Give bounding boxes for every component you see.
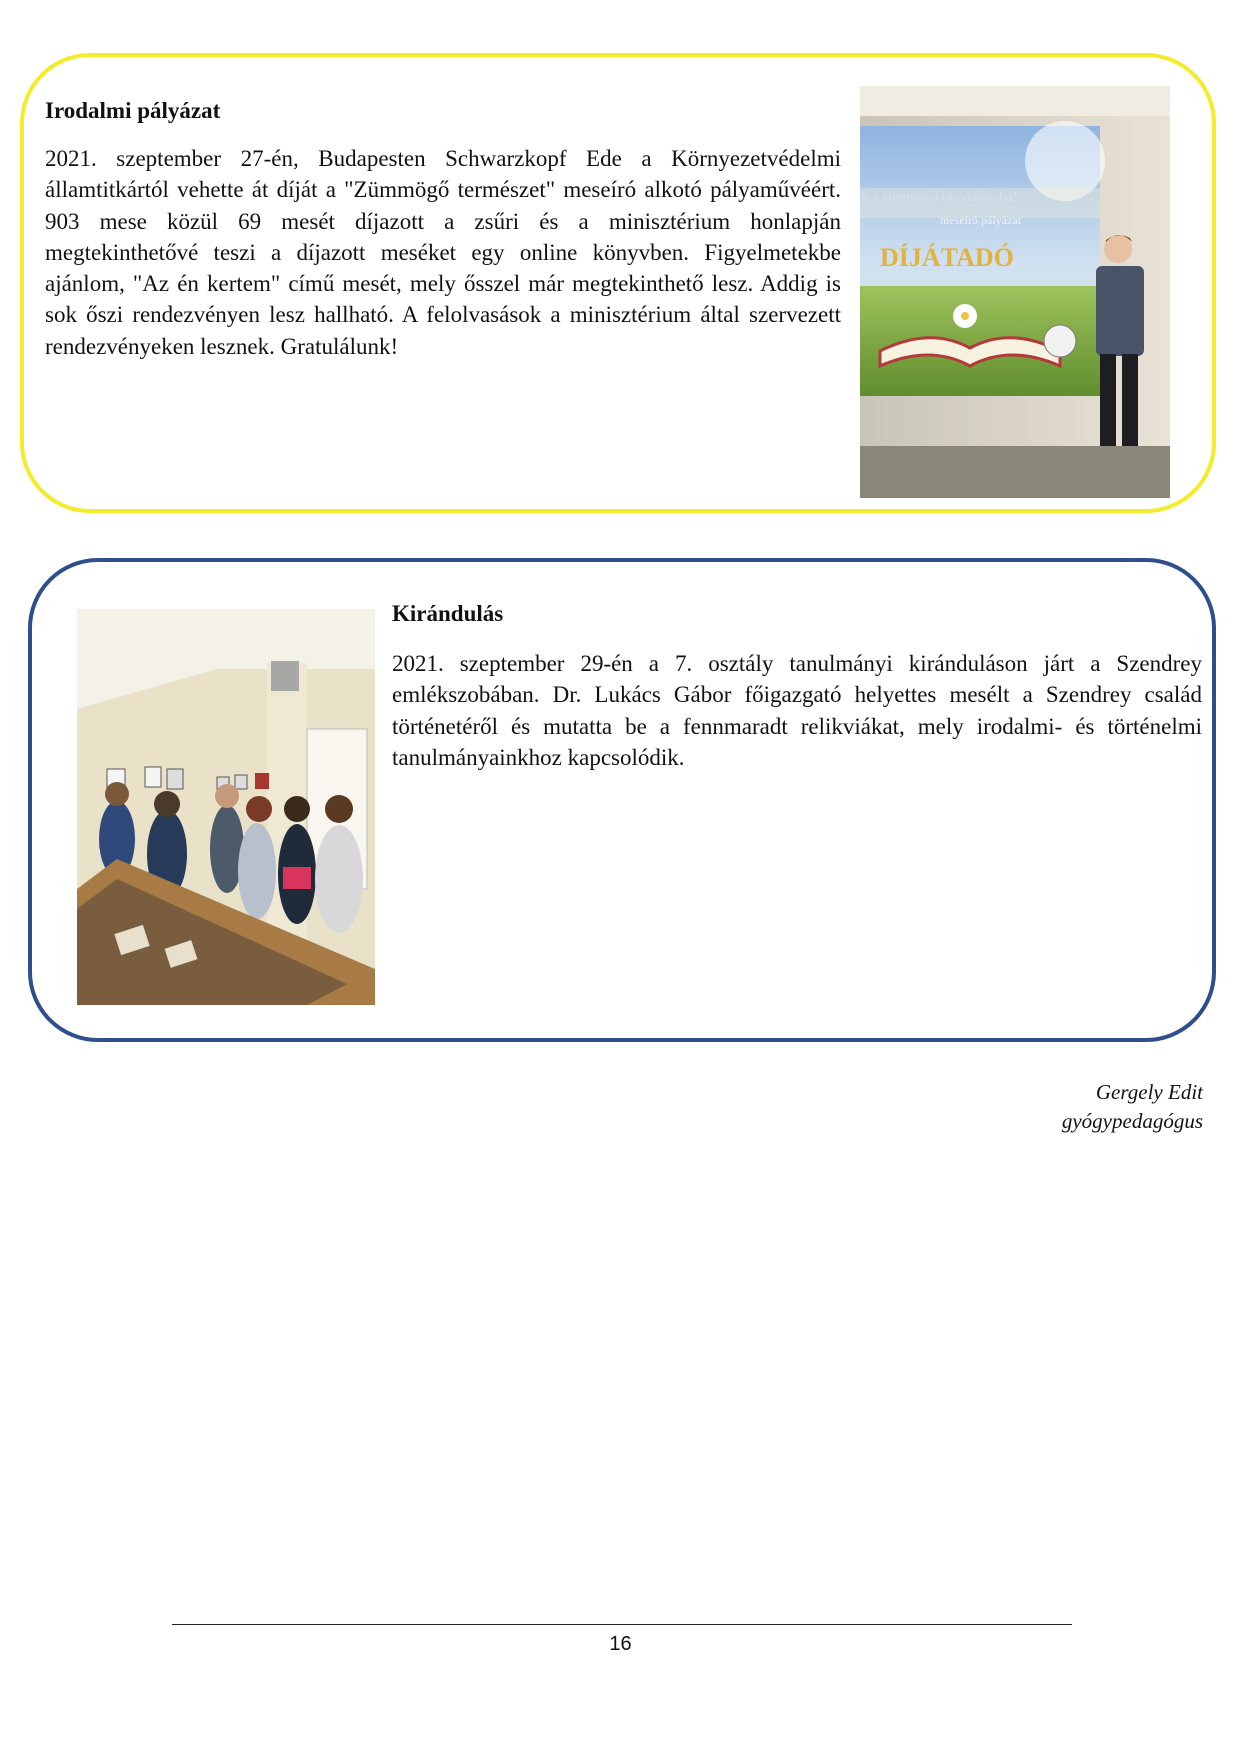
slide-award-text: DÍJÁTADÓ <box>880 243 1014 272</box>
author-title: gyógypedagógus <box>1061 1109 1203 1133</box>
author-name: Gergely Edit <box>1095 1080 1203 1104</box>
article-heading: Kirándulás <box>392 601 504 626</box>
memorial-room-visit-photo <box>77 609 375 1005</box>
footer-divider <box>172 1624 1072 1625</box>
award-ceremony-photo <box>860 86 1170 498</box>
slide-title-text: k a zümmögő birodalomba! <box>862 190 1018 205</box>
article-body: 2021. szeptember 29-én a 7. osztály tanulmányi kiránduláson járt a Szendrey emlékszobában. Dr. Lukács Gábor főigazgató helyettes mesélt a Szendrey család történetéről és mutatta be a fennmaradt relikviákat, mely irodalmi- és történelmi tanulmányainkhoz kapcsolódik. <box>392 651 1202 770</box>
slide-subtitle-text: meseíró pályázat <box>940 213 1021 227</box>
article-heading: Irodalmi pályázat <box>45 98 221 123</box>
page-number: 16 <box>609 1633 632 1655</box>
signature <box>1062 1078 1203 1136</box>
article-body: 2021. szeptember 27-én, Budapesten Schwarzkopf Ede a Környezetvédelmi államtitkártól vehette át díját a "Zümmögő természet" meseíró alkotó pályaművéért. 903 mese közül 69 mesét díjazott a zsűri és a minisztérium honlapján megtekinthetővé teszi a díjazott meséket egy online könyvben. Figyelmetekbe ajánlom, "Az én kertem" című mesét, mely ősszel már megtekinthető lesz. Addig is sok őszi rendezvényen lesz hallható. A felolvasások a minisztérium által szervezett rendezvényeken lesznek. Gratulálunk! <box>45 146 841 359</box>
